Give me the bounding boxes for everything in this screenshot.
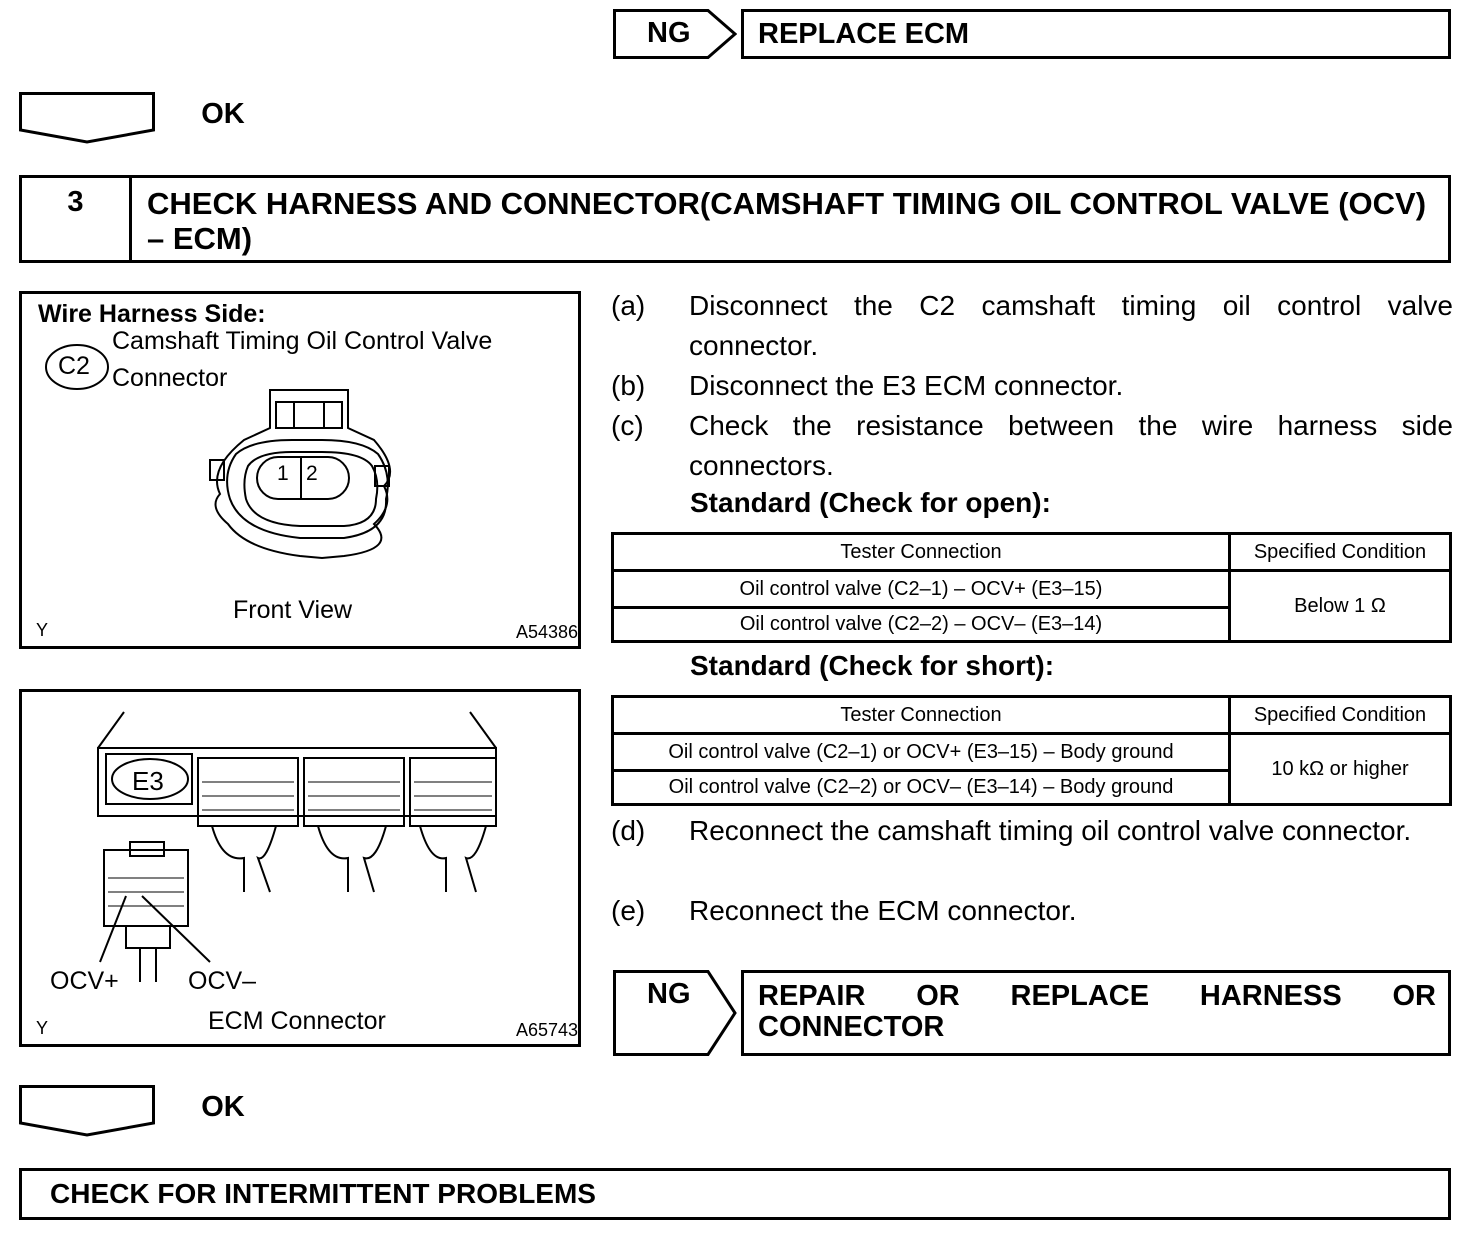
connector-name-line1: Camshaft Timing Oil Control Valve [112,327,493,355]
step-header [19,175,1451,263]
pin-2: 2 [306,462,318,485]
short-condition: 10 kΩ or higher [1230,734,1451,805]
figure-code: A65743 [516,1020,579,1040]
check-intermittent-problems-box [19,1168,1451,1220]
instruction-letter: (b) [611,370,646,401]
ecm-connector-caption: ECM Connector [208,1007,386,1035]
open-row-1: Oil control valve (C2–1) – OCV+ (E3–15) [613,571,1230,608]
ok-label: OK [201,1091,245,1123]
result-action-line2: CONNECTOR [758,1011,945,1043]
ng-label: NG [647,978,691,1010]
col-specified-condition: Specified Condition [1230,534,1451,571]
instruction-letter: (c) [611,410,644,441]
instruction-text: Check the resistance between the wire harness side connectors. [689,410,1453,481]
open-condition: Below 1 Ω [1230,571,1451,642]
ok-arrow-shape [19,92,155,144]
open-check-heading: Standard (Check for open): [690,487,1051,518]
short-check-heading: Standard (Check for short): [690,650,1055,681]
instruction-letter: (a) [611,290,646,321]
col-tester-connection: Tester Connection [613,697,1230,734]
ng-tag-top [613,9,737,59]
figure-ecm-connector [19,689,581,1047]
instruction-e [611,891,1453,931]
short-check-table [611,695,1452,806]
result-action: REPLACE ECM [758,18,970,50]
e3-id-label: E3 [132,766,164,796]
pin-1: 1 [277,462,289,485]
final-step-label: CHECK FOR INTERMITTENT PROBLEMS [50,1178,596,1209]
instruction-a [611,286,1453,366]
figure-c2-connector [19,291,581,649]
instruction-text: Disconnect the C2 camshaft timing oil control valve connector. [689,290,1453,361]
instruction-letter: (e) [611,895,646,926]
result-action-line1: REPAIR OR REPLACE HARNESS OR [758,980,1436,1012]
step-title: CHECK HARNESS AND CONNECTOR(CAMSHAFT TIMING OIL CONTROL VALVE (OCV) – ECM) [147,186,1427,256]
repair-harness-box [741,970,1451,1056]
open-row-2: Oil control valve (C2–2) – OCV– (E3–14) [613,608,1230,642]
figure-code: A54386 [516,622,579,642]
ok-arrow-1 [19,92,245,144]
instruction-text: Reconnect the ECM connector. [689,895,1077,926]
instruction-letter: (d) [611,815,646,846]
replace-ecm-box [741,9,1451,59]
ocv-plus-label: OCV+ [50,967,119,995]
step-number: 3 [22,178,132,260]
short-row-2: Oil control valve (C2–2) or OCV– (E3–14) – Body ground [613,771,1230,805]
ocv-minus-label: OCV– [188,967,257,995]
corner-mark: Y [36,1018,49,1038]
ng-label: NG [647,17,691,49]
instruction-c [611,406,1453,486]
ng-tag-mid [613,970,737,1056]
col-tester-connection: Tester Connection [613,534,1230,571]
c2-id-label: C2 [58,352,90,380]
ok-arrow-2 [19,1085,245,1137]
instruction-text: Reconnect the camshaft timing oil control valve connector. [689,815,1412,846]
connector-name-line2: Connector [112,364,228,392]
c2-connector-drawing [22,294,578,646]
ok-arrow-shape [19,1085,155,1137]
short-row-1: Oil control valve (C2–1) or OCV+ (E3–15) – Body ground [613,734,1230,771]
instruction-d [611,811,1453,891]
open-check-table [611,532,1452,643]
front-view-label: Front View [233,596,353,624]
col-specified-condition: Specified Condition [1230,697,1451,734]
wire-harness-side-heading: Wire Harness Side: [38,300,266,328]
instruction-text: Disconnect the E3 ECM connector. [689,370,1124,401]
corner-mark: Y [36,620,49,640]
ok-label: OK [201,98,245,130]
instruction-b [611,366,1453,406]
